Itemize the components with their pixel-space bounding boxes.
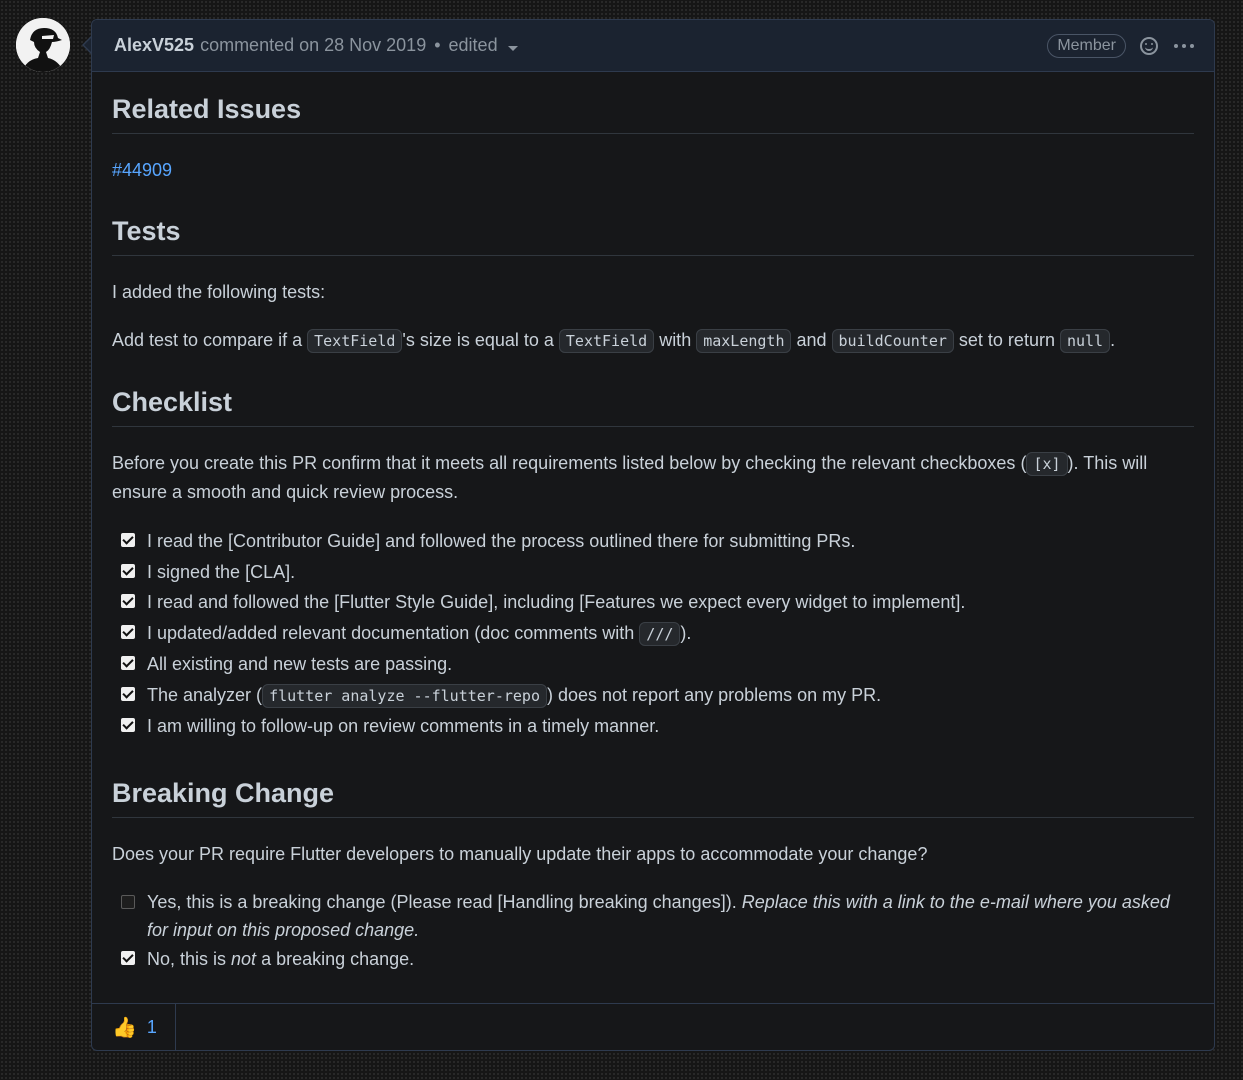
task-item: I signed the [CLA]. (121, 557, 1194, 588)
avatar-image (16, 18, 70, 72)
code-null: null (1060, 329, 1110, 353)
task-item: The analyzer ( flutter analyze --flutter-repo ) does not report any problems on my PR. (121, 680, 1194, 712)
task-item: I read the [Contributor Guide] and followed the process outlined there for submitting PRs. (121, 526, 1194, 557)
heading-breaking-change: Breaking Change (112, 778, 1194, 818)
caret-down-icon (508, 46, 518, 51)
avatar[interactable] (16, 18, 70, 72)
heading-related-issues: Related Issues (112, 94, 1194, 134)
task-item: I am willing to follow-up on review comments in a timely manner. (121, 711, 1194, 742)
thumbs-up-count: 1 (146, 1016, 157, 1037)
breaking-question: Does your PR require Flutter developers to manually update their apps to accommodate your change? (112, 843, 928, 864)
task-item: All existing and new tests are passing. (121, 649, 1194, 680)
checkbox-checked-icon[interactable] (121, 718, 135, 732)
edited-label: edited (448, 35, 498, 55)
reactions-bar (92, 1003, 1214, 1050)
comment-header (92, 20, 1214, 72)
code-flutter-analyze: flutter analyze --flutter-repo (262, 684, 547, 708)
checkbox-checked-icon[interactable] (121, 656, 135, 670)
code-buildcounter: buildCounter (832, 329, 954, 353)
checkbox-checked-icon[interactable] (121, 533, 135, 547)
task-item-no: No, this is not a breaking change. (121, 944, 1194, 975)
comment-body (92, 94, 1214, 974)
comment-box (91, 19, 1215, 1051)
code-checkbox-x: [x] (1026, 452, 1067, 476)
code-maxlength: maxLength (696, 329, 791, 353)
member-badge: Member (1047, 34, 1126, 58)
heading-checklist: Checklist (112, 387, 1194, 427)
edited-dropdown[interactable] (449, 35, 518, 56)
checkbox-checked-icon[interactable] (121, 951, 135, 965)
checkbox-unchecked-icon[interactable] (121, 895, 135, 909)
comment-timestamp[interactable]: commented on 28 Nov 2019 (200, 35, 427, 55)
tests-intro: I added the following tests: (112, 282, 326, 302)
checkbox-checked-icon[interactable] (121, 687, 135, 701)
checklist-items (112, 526, 1194, 742)
checkbox-checked-icon[interactable] (121, 564, 135, 578)
more-options-kebab-icon[interactable] (1174, 44, 1194, 48)
issue-link[interactable]: #44909 (112, 160, 173, 180)
checklist-intro: Before you create this PR confirm that it meets all requirements listed below by checking the relevant checkboxes ( [x] ). This will ensure a smooth and quick review process. (112, 453, 1148, 502)
header-separator: • (434, 35, 441, 55)
tests-description: Add test to compare if a TextField 's size is equal to a TextField with maxLength and buildCounter set to return null . (112, 326, 1194, 355)
code-textfield: TextField (307, 329, 402, 353)
thumbs-up-icon: 👍 (112, 1016, 137, 1039)
checkbox-checked-icon[interactable] (121, 625, 135, 639)
task-item-yes: Yes, this is a breaking change (Please read [Handling breaking changes]). Replace this with a link to the e-mail where you asked for input on this proposed change. (121, 888, 1194, 944)
heading-tests: Tests (112, 216, 1194, 256)
add-reaction-smiley-icon[interactable] (1140, 37, 1158, 55)
code-textfield: TextField (559, 329, 654, 353)
task-item: I read and followed the [Flutter Style Guide], including [Features we expect every widget to implement]. (121, 587, 1194, 618)
breaking-options (112, 888, 1194, 975)
code-doc-comment: /// (639, 622, 680, 646)
thumbs-up-reaction-button[interactable] (92, 1004, 176, 1050)
task-item: I updated/added relevant documentation (doc comments with /// ). (121, 618, 1194, 650)
comment-author[interactable]: AlexV525 (114, 35, 195, 55)
checkbox-checked-icon[interactable] (121, 594, 135, 608)
